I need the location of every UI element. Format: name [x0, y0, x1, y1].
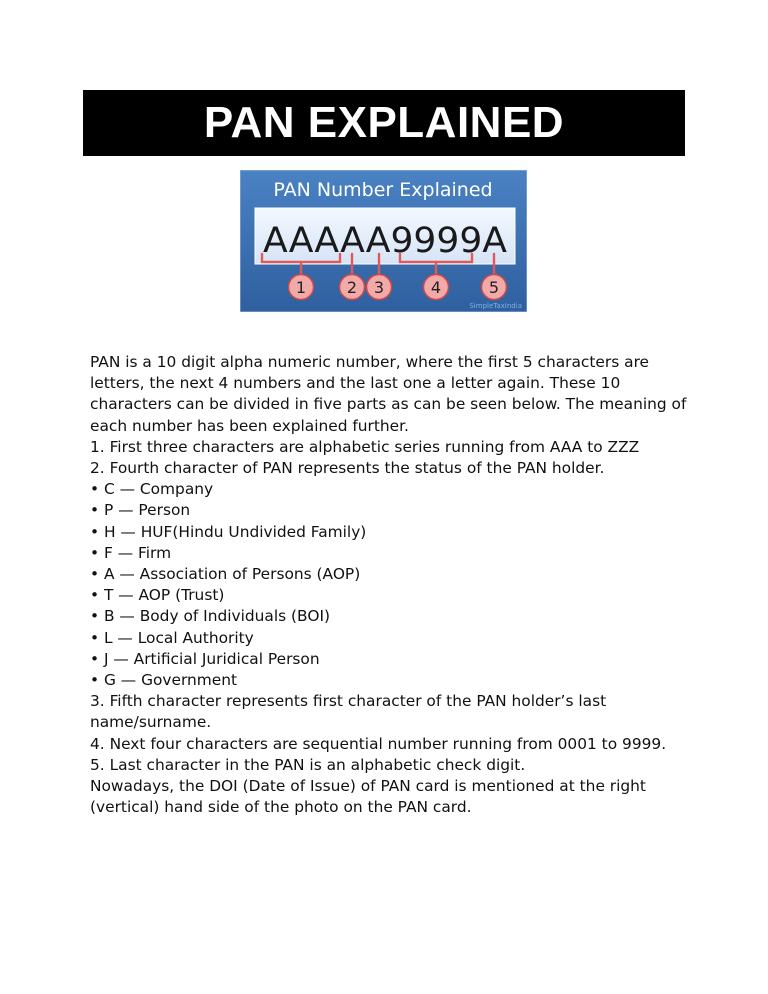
- intro-paragraph: PAN is a 10 digit alpha numeric number, where the first 5 characters are letters, the next 4 numbers and the last one a letter again. These 10 characters can be divided in five parts as can be seen below. The meaning of each number has been explained further.: [90, 353, 687, 435]
- marker-5: [482, 275, 507, 300]
- status-item-person: • P — Person: [90, 501, 191, 520]
- closing-paragraph: Nowadays, the DOI (Date of Issue) of PAN card is mentioned at the right (vertical) hand side of the photo on the PAN card.: [90, 777, 646, 817]
- pan-format-figure: [240, 170, 527, 312]
- svg-text:5: 5: [488, 278, 500, 297]
- status-item-aop: • A — Association of Persons (AOP): [90, 565, 361, 584]
- point-5: 5. Last character in the PAN is an alphabetic check digit.: [90, 755, 526, 774]
- svg-text:1: 1: [295, 278, 307, 297]
- marker-3: [367, 275, 392, 300]
- figure-heading: PAN Number Explained: [273, 179, 493, 201]
- pan-format-text: AAAAA9999A: [263, 221, 508, 261]
- status-item-firm: • F — Firm: [90, 543, 172, 562]
- status-item-government: • G — Government: [90, 671, 238, 690]
- point-2: 2. Fourth character of PAN represents the status of the PAN holder.: [90, 459, 605, 478]
- marker-4: [424, 275, 449, 300]
- status-item-local-authority: • L — Local Authority: [90, 628, 254, 647]
- article-body: [90, 352, 690, 818]
- pan-format-diagram: [240, 170, 527, 312]
- marker-2: [340, 275, 365, 300]
- title-banner: [83, 90, 685, 156]
- status-item-boi: • B — Body of Individuals (BOI): [90, 607, 330, 626]
- status-list: [90, 479, 690, 691]
- status-item-trust: • T — AOP (Trust): [90, 586, 225, 605]
- svg-text:4: 4: [430, 278, 442, 297]
- page-title: PAN EXPLAINED: [203, 98, 565, 147]
- status-item-juridical-person: • J — Artificial Juridical Person: [90, 649, 320, 668]
- marker-1: [289, 275, 314, 300]
- status-item-huf: • H — HUF(Hindu Undivided Family): [90, 522, 367, 541]
- svg-text:3: 3: [373, 278, 385, 297]
- point-3: 3. Fifth character represents first character of the PAN holder’s last name/surname.: [90, 692, 607, 732]
- point-1: 1. First three characters are alphabetic series running from AAA to ZZZ: [90, 437, 640, 456]
- status-item-company: • C — Company: [90, 480, 214, 499]
- point-4: 4. Next four characters are sequential number running from 0001 to 9999.: [90, 734, 667, 753]
- svg-text:2: 2: [346, 278, 358, 297]
- figure-watermark: SimpleTaxIndia: [469, 302, 522, 310]
